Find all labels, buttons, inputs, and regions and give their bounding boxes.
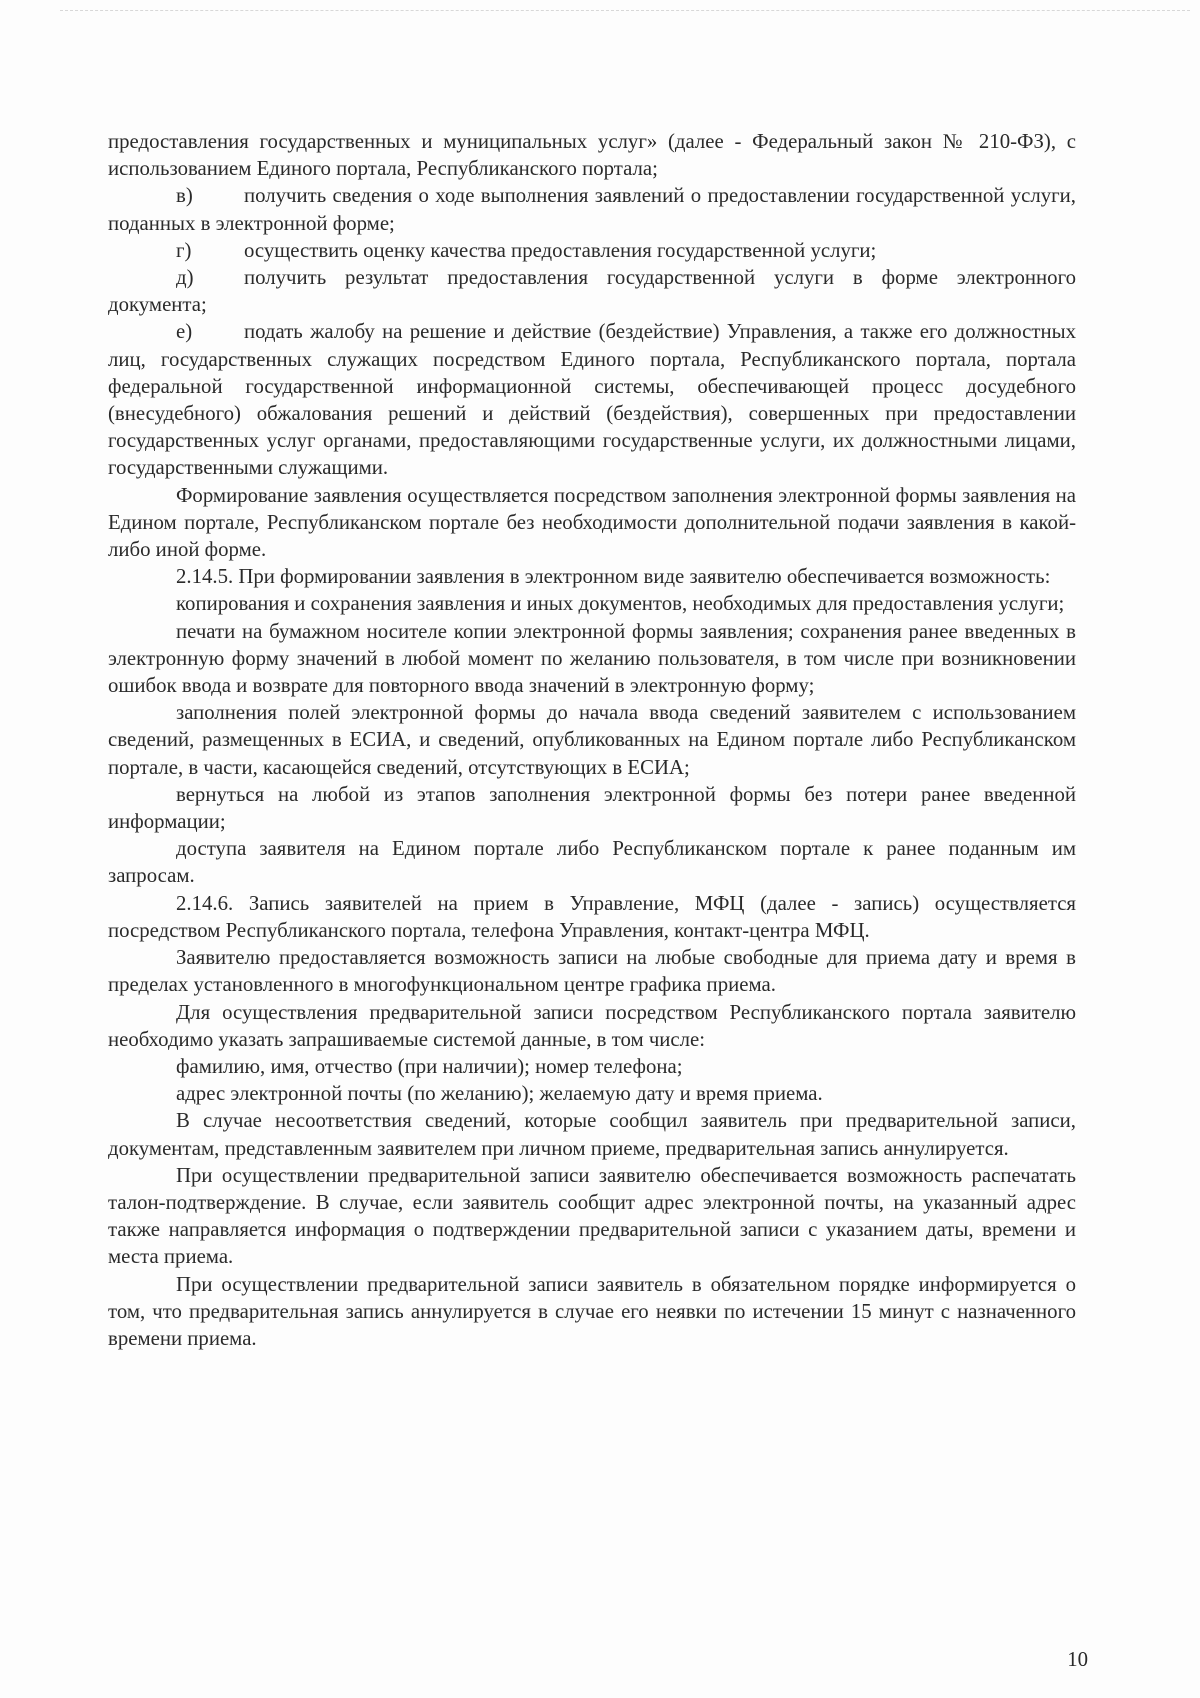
paragraph (108, 890, 1076, 944)
paragraph (108, 1162, 1076, 1271)
paragraph-text: Для осуществления предварительной записи посредством Республиканского портала заявителю необходимо указать запрашиваемые системой данные, в том числе: (108, 1000, 1076, 1051)
paragraph (108, 1053, 1076, 1080)
paragraph (108, 482, 1076, 564)
paragraph-text: При осуществлении предварительной записи заявителю обеспечивается возможность распечатать талон-подтверждение. В случае, если заявитель сообщит адрес электронной почты, на указанный адрес также направляется информация о подтверждении предварительной записи с указанием даты, времени и места приема. (108, 1163, 1076, 1269)
paragraph (108, 944, 1076, 998)
paragraph-text: заполнения полей электронной формы до начала ввода сведений заявителем с использованием сведений, размещенных в ЕСИА, и сведений, опубликованных на Едином портале либо Республиканском портале, в части, касающейся сведений, отсутствующих в ЕСИА; (108, 701, 1076, 779)
paragraph (108, 781, 1076, 835)
paragraph-text: 2.14.6. Запись заявителей на прием в Управление, МФЦ (далее - запись) осуществляется посредством Республиканского портала, телефона Управления, контакт-центра МФЦ. (108, 891, 1076, 942)
paragraph-text: доступа заявителя на Едином портале либо Республиканском портале к ранее поданным им запросам. (108, 837, 1076, 888)
list-marker: е) (176, 320, 193, 344)
list-item-paragraph (108, 318, 1076, 481)
document-body (108, 128, 1076, 1352)
paragraph-text: подать жалобу на решение и действие (бездействие) Управления, а также его должностных лиц, государственных служащих посредством Единого портала, Республиканского портала, портала федеральной государственной информационной системы, обеспечивающей процесс досудебного (внесудебного) обжалования решений и действий (бездействия), совершенных при предоставлении государственных услуг органами, предоставляющими государственные услуги, их должностными лицами, государственными служащими. (108, 320, 1076, 480)
list-item-paragraph (108, 237, 1076, 264)
paragraph-text: Формирование заявления осуществляется посредством заполнения электронной формы заявления на Едином портале, Республиканском портале без необходимости дополнительной подачи заявления в какой-либо иной форме. (108, 483, 1076, 562)
paragraph (108, 1271, 1076, 1353)
paragraph-text: предоставления государственных и муниципальных услуг» (далее - Федеральный закон № 210-ФЗ), с использованием Единого портала, Республиканского портала; (108, 130, 1076, 181)
paragraph (108, 618, 1076, 700)
paragraph-text: В случае несоответствия сведений, которые сообщил заявитель при предварительной записи, документам, представленным заявителем при личном приеме, предварительная запись аннулируется. (108, 1109, 1076, 1160)
paragraph-text: копирования и сохранения заявления и иных документов, необходимых для предоставления услуги; (176, 592, 1065, 616)
paragraph (108, 999, 1076, 1053)
paragraph (108, 1107, 1076, 1161)
list-item-paragraph (108, 264, 1076, 318)
paragraph-text: При осуществлении предварительной записи заявитель в обязательном порядке информируется о том, что предварительная запись аннулируется в случае его неявки по истечении 15 минут с назначенного времени приема. (108, 1272, 1076, 1350)
paragraph (108, 699, 1076, 781)
list-marker: в) (176, 184, 193, 208)
paragraph (108, 590, 1076, 617)
scan-edge-line (60, 10, 1190, 11)
paragraph-text: фамилию, имя, отчество (при наличии); номер телефона; (176, 1054, 683, 1078)
paragraph (108, 835, 1076, 889)
paragraph-text: 2.14.5. При формировании заявления в электронном виде заявителю обеспечивается возможность: (176, 565, 1051, 589)
paragraph-text: получить результат предоставления государственной услуги в форме электронного документа; (108, 266, 1076, 317)
page-number: 10 (1067, 1648, 1088, 1671)
paragraph (108, 128, 1076, 182)
paragraph (108, 1080, 1076, 1107)
list-marker: г) (176, 238, 192, 262)
paragraph-text: вернуться на любой из этапов заполнения электронной формы без потери ранее введенной информации; (108, 782, 1076, 834)
paragraph-text: получить сведения о ходе выполнения заявлений о предоставлении государственной услуги, поданных в электронной форме; (108, 184, 1076, 235)
paragraph (108, 563, 1076, 590)
list-item-paragraph (108, 182, 1076, 236)
paragraph-text: осуществить оценку качества предоставления государственной услуги; (244, 238, 877, 262)
paragraph-text: Заявителю предоставляется возможность записи на любые свободные для приема дату и время в пределах установленного в многофункциональном центре графика приема. (108, 946, 1076, 997)
paragraph-text: адрес электронной почты (по желанию); желаемую дату и время приема. (176, 1082, 823, 1106)
paragraph-text: печати на бумажном носителе копии электронной формы заявления; сохранения ранее введенных в электронную форму значений в любой момент по желанию пользователя, в том числе при возникновении ошибок ввода и возврате для повторного ввода значений в электронную форму; (108, 619, 1076, 698)
list-marker: д) (176, 266, 194, 290)
